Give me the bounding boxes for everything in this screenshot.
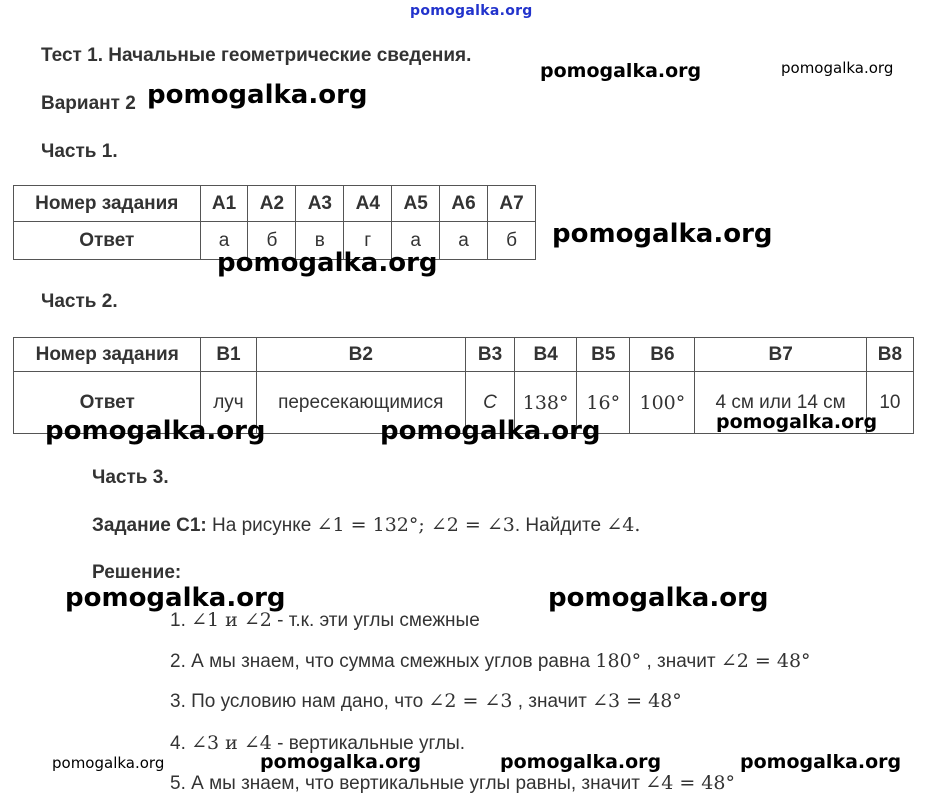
part2-col: В1: [201, 338, 256, 372]
solution-step-5: [170, 772, 735, 795]
part1-col: А5: [392, 186, 440, 222]
watermark: pomogalka.org: [65, 583, 286, 613]
watermark: pomogalka.org: [260, 751, 422, 773]
watermark: pomogalka.org: [147, 80, 368, 110]
step-number: 3.: [170, 691, 192, 712]
watermark: pomogalka.org: [380, 416, 601, 446]
part1-answer: а: [440, 222, 488, 260]
task-c1: [92, 514, 640, 537]
part1-answer: а: [392, 222, 440, 260]
part1-answer: а: [200, 222, 248, 260]
part2-col: В8: [866, 338, 913, 372]
watermark: pomogalka.org: [500, 751, 662, 773]
step-text: , значит: [641, 651, 721, 672]
solution-label: Решение:: [92, 562, 182, 583]
part1-col: А7: [488, 186, 536, 222]
part2-col: В5: [577, 338, 630, 372]
part2-answer: 16°: [577, 372, 630, 434]
part1-col: А1: [200, 186, 248, 222]
watermark: pomogalka.org: [217, 248, 438, 278]
task-label: Задание С1:: [92, 515, 207, 536]
step-math: ∠3 и ∠4: [191, 732, 272, 754]
part2-answer: 100°: [630, 372, 695, 434]
page-title: Тест 1. Начальные геометрические сведения.: [41, 45, 472, 66]
part2-answer: 138°: [515, 372, 577, 434]
step-text: - вертикальные углы.: [271, 733, 465, 754]
step-number: 5.: [170, 773, 192, 794]
step-math: ∠2 = 48°: [720, 650, 811, 672]
part1-answer: б: [248, 222, 296, 260]
part1-answer: в: [296, 222, 344, 260]
part2-row-header: Номер задания: [14, 338, 201, 372]
part2-heading: Часть 2.: [41, 291, 118, 312]
part2-answer: 10: [866, 372, 913, 434]
part1-heading: Часть 1.: [41, 141, 118, 162]
part2-col: В7: [695, 338, 866, 372]
part1-col: А6: [440, 186, 488, 222]
task-math: ∠4.: [606, 514, 641, 536]
part1-answer: б: [488, 222, 536, 260]
step-number: 4.: [170, 733, 192, 754]
watermark: pomogalka.org: [540, 60, 702, 82]
step-number: 1.: [170, 610, 192, 631]
part2-answer: пересекающимися: [256, 372, 465, 434]
part1-col: А2: [248, 186, 296, 222]
step-text: А мы знаем, что сумма смежных углов равна: [191, 651, 596, 672]
part1-answer-header: Ответ: [14, 222, 201, 260]
part3-heading: Часть 3.: [92, 467, 169, 488]
part2-col: В3: [465, 338, 514, 372]
solution-step-2: [170, 650, 811, 673]
part2-answer: C: [465, 372, 514, 434]
part1-answer: г: [344, 222, 392, 260]
step-math: ∠1 и ∠2: [191, 609, 272, 631]
part2-answer: луч: [201, 372, 256, 434]
watermark: pomogalka.org: [716, 411, 878, 433]
watermark: pomogalka.org: [781, 59, 894, 77]
watermark-top: pomogalka.org: [410, 3, 533, 19]
step-text: , значит: [512, 691, 593, 712]
part2-answer-header: Ответ: [14, 372, 201, 434]
watermark: pomogalka.org: [52, 754, 165, 772]
step-math: ∠2 = ∠3: [428, 690, 513, 712]
part2-col: В2: [256, 338, 465, 372]
step-text: По условию нам дано, что: [191, 691, 429, 712]
step-math: ∠3 = 48°: [592, 690, 682, 712]
part2-col: В6: [630, 338, 695, 372]
part1-col: А3: [296, 186, 344, 222]
task-text: . Найдите: [514, 515, 607, 536]
watermark: pomogalka.org: [552, 219, 773, 249]
step-number: 2.: [170, 651, 192, 672]
watermark: pomogalka.org: [548, 583, 769, 613]
watermark: pomogalka.org: [45, 416, 266, 446]
solution-step-3: [170, 690, 682, 713]
step-text: А мы знаем, что вертикальные углы равны, значит: [191, 773, 646, 794]
part2-col: В4: [515, 338, 577, 372]
step-math: 180°: [595, 650, 642, 672]
variant-label: Вариант 2: [41, 93, 136, 114]
part1-row-header: Номер задания: [14, 186, 201, 222]
part1-col: А4: [344, 186, 392, 222]
step-text: - т.к. эти углы смежные: [271, 610, 480, 631]
part2-answer: 4 см или 14 см: [695, 372, 866, 434]
task-math: ∠1 = 132°; ∠2 = ∠3: [316, 514, 515, 536]
task-text: На рисунке: [212, 515, 317, 536]
step-math: ∠4 = 48°: [645, 772, 735, 794]
watermark: pomogalka.org: [740, 751, 902, 773]
